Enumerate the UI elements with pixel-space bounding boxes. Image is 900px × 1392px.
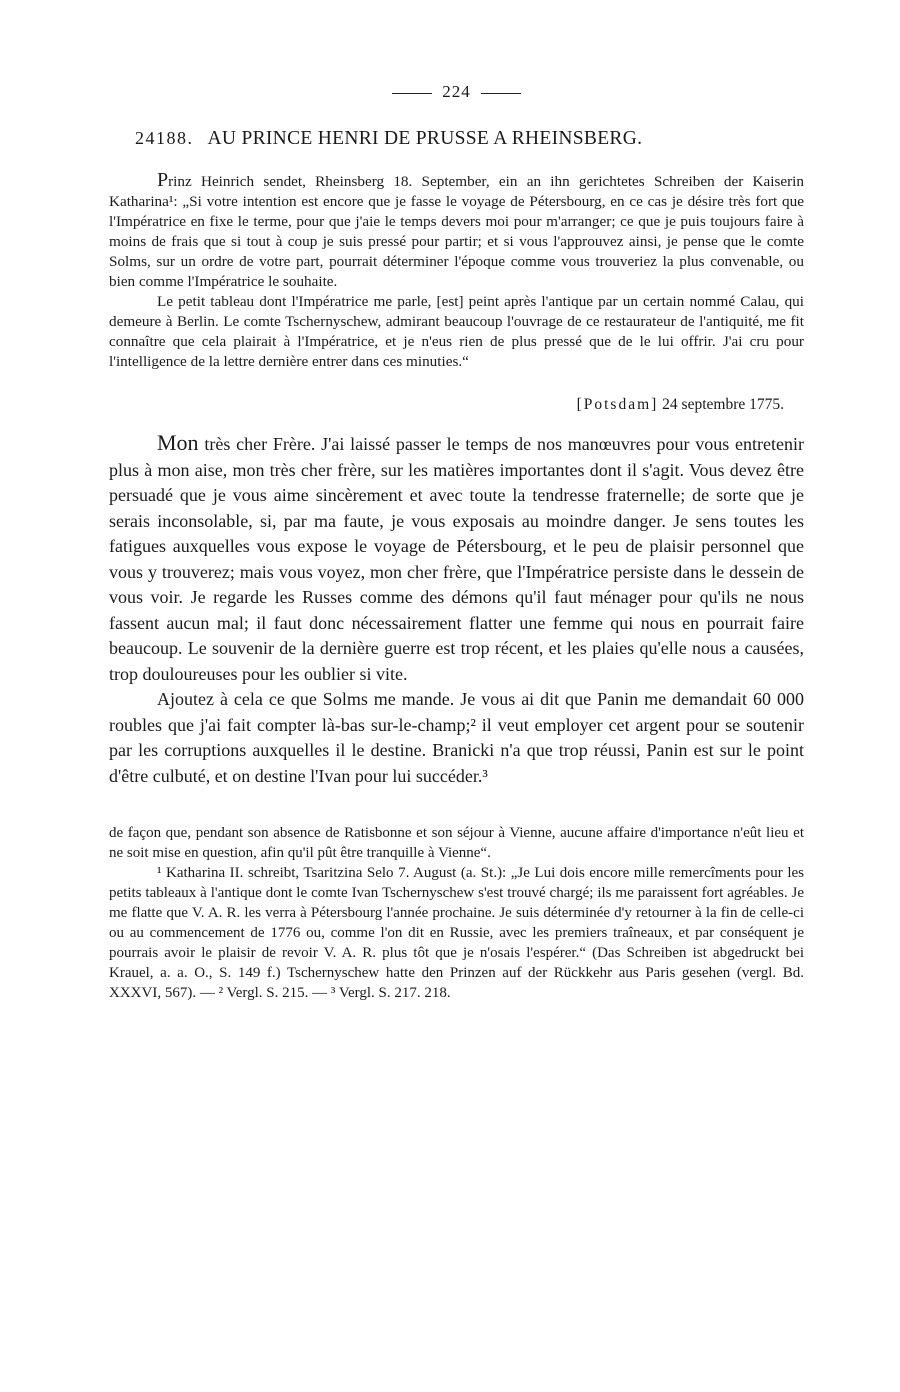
letter-title: AU PRINCE HENRI DE PRUSSE A RHEINSBERG.	[207, 128, 643, 149]
dateline-date: 24 septembre 1775.	[662, 396, 784, 413]
editorial-introduction	[109, 170, 804, 372]
letter-paragraph-1	[109, 430, 804, 687]
intro-initial: P	[157, 169, 169, 191]
dateline-place: [Potsdam]	[576, 396, 659, 413]
page-number-rule-right	[481, 93, 521, 94]
letter-paragraph-1-text: très cher Frère. J'ai laissé passer le temps de nos manœuvres pour vous entretenir plus à mon aise, mon très cher frère, sur les matières importantes dont il s'agit. Vous devez être persuadé que je vous aime sincèrement et avec toute la tendresse fraternelle; de sorte que je serais inconsolable, si, par ma faute, je vous exposais au moindre danger. Je sens toutes les fatigues auxquelles vous expose le voyage de Pétersbourg, et le peu de plaisir personnel que vous y trouverez; mais vous voyez, mon cher frère, que l'Impératrice persiste dans le dessein de vous voir. Je regarde les Russes comme des démons qu'il faut ménager pour qu'ils ne nous fassent aucun mal; il faut donc nécessairement flatter une femme qui nous en pourrait faire beaucoup. Le souvenir de la dernière guerre est trop récent, et les plaies qu'elle nous a causées, trop douloureuses pour les oublier si vite.	[109, 434, 804, 684]
notes-separator	[109, 789, 804, 823]
page-number	[109, 82, 804, 102]
letter-number: 24188.	[135, 128, 194, 148]
letter-heading	[109, 128, 804, 150]
intro-paragraph-2: Le petit tableau dont l'Impératrice me parle, [est] peint après l'antique par un certain nommé Calau, qui demeure à Berlin. Le comte Tschernyschew, admirant beaucoup l'ouvrage de ce restaurateur de l'antiquité, me fit connaître que cela plairait à l'Impératrice, et je n'eus rien de plus pressé que de le lui offrir. J'ai cru pour l'intelligence de la lettre dernière entrer dans ces minuties.“	[109, 293, 804, 370]
page-number-text: 224	[442, 82, 471, 101]
footnotes	[109, 823, 804, 1003]
letter-salutation: Mon	[157, 430, 199, 455]
document-page	[109, 82, 804, 1003]
intro-paragraph-1	[109, 170, 804, 292]
page-number-rule-left	[392, 93, 432, 94]
footnote-continuation: de façon que, pendant son absence de Ratisbonne et son séjour à Vienne, aucune affaire d'importance n'eût lieu et ne soit mise en question, afin qu'il pût être tranquille à Vienne“.	[109, 825, 804, 861]
dateline	[109, 396, 784, 414]
letter-body	[109, 430, 804, 789]
footnote-1: ¹ Katharina II. schreibt, Tsaritzina Selo 7. August (a. St.): „Je Lui dois encore mille remercîments pour les petits tableaux à l'antique dont le comte Ivan Tschernyschew s'est trouvé chargé; ils me paraissent fort agréables. Je me flatte que V. A. R. les verra à Pétersbourg l'année prochaine. Je suis déterminée d'y retourner à la fin de celle-ci ou au commencement de 1776 ou, comme l'on dit en Russie, avec les premiers traîneaux, et par conséquent je pourrais avoir le plaisir de revoir V. A. R. plus tôt que je n'osais l'espérer.“ (Das Schreiben ist abgedruckt bei Krauel, a. a. O., S. 149 f.) Tschernyschew hatte den Prinzen auf der Rückkehr aus Paris gesehen (vergl. Bd. XXXVI, 567). — ² Vergl. S. 215. — ³ Vergl. S. 217. 218.	[109, 865, 804, 1001]
letter-paragraph-2: Ajoutez à cela ce que Solms me mande. Je vous ai dit que Panin me demandait 60 000 roubles que j'ai fait compter là-bas sur-le-champ;² il veut employer cet argent pour se soutenir par les corruptions auxquelles il le destine. Branicki n'a que trop réussi, Panin est sur le point d'être culbuté, et on destine l'Ivan pour lui succéder.³	[109, 689, 804, 786]
intro-paragraph-1-text: rinz Heinrich sendet, Rheinsberg 18. September, ein an ihn gerichtetes Schreiben der Kaiserin Katharina¹: „Si votre intention est encore que je fasse le voyage de Pétersbourg, en ce cas je désire très fort que l'Impératrice en fixe le terme, pour que j'aie le temps devers moi pour m'arranger; ce que je puis toujours faire à moins de frais que si tout à coup je suis pressé pour partir; et si vous l'approuvez ainsi, je pense que le comte Solms, sur un ordre de votre part, pourrait déterminer l'époque comme vous trouveriez la plus convenable, ou bien comme l'Impératrice le souhaite.	[109, 173, 804, 290]
